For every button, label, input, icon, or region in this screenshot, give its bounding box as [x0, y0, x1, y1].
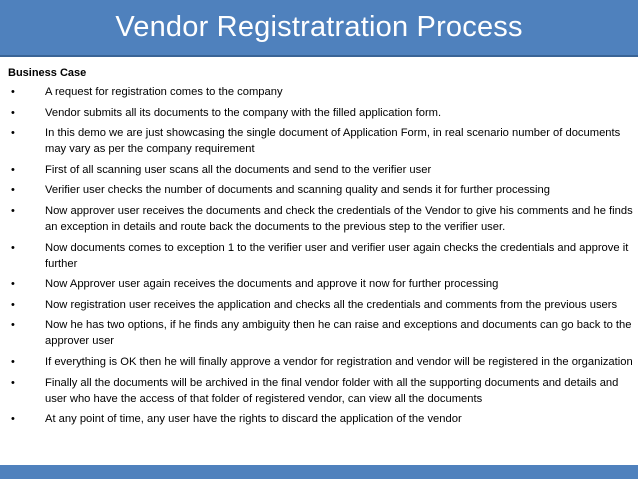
- list-item: [8, 84, 633, 100]
- bullet-icon: •: [11, 163, 15, 176]
- list-item-text: Now he has two options, if he finds any ambiguity then he can raise and exceptions and documents can go back to the approver user: [45, 319, 632, 348]
- list-item-text: At any point of time, any user have the rights to discard the application of the vendor: [45, 413, 462, 426]
- bottom-bar: [0, 465, 638, 479]
- list-item: [8, 375, 633, 407]
- list-item-text: In this demo we are just showcasing the single document of Application Form, in real scenario number of documents may vary as per the company requirement: [45, 127, 621, 156]
- bullet-icon: •: [11, 184, 15, 197]
- list-item: [8, 125, 633, 157]
- slide-title: Vendor Registratration Process: [115, 11, 523, 43]
- bullet-list: [8, 84, 633, 427]
- list-item: [8, 276, 633, 292]
- bullet-icon: •: [11, 355, 15, 368]
- list-item-text: Now registration user receives the application and checks all the credentials and comments from the previous users: [45, 298, 618, 311]
- list-item: [8, 297, 633, 313]
- bullet-icon: •: [11, 298, 15, 311]
- list-item: [8, 354, 633, 370]
- list-item: [8, 182, 633, 198]
- list-item-text: Finally all the documents will be archived in the final vendor folder with all the supporting documents and details and user who have the access of that folder of registered vendor, can view all the documents: [45, 376, 619, 405]
- bullet-icon: •: [11, 376, 15, 389]
- list-item-text: Vendor submits all its documents to the company with the filled application form.: [45, 106, 442, 119]
- bullet-icon: •: [11, 86, 15, 98]
- list-item: [8, 411, 633, 427]
- list-item-text: A request for registration comes to the company: [45, 86, 283, 98]
- bullet-icon: •: [11, 106, 15, 119]
- list-item-text: Now documents comes to exception 1 to the verifier user and verifier user again checks the credentials and approve it further: [45, 241, 629, 270]
- list-item: [8, 317, 633, 349]
- slide-content: [8, 66, 633, 432]
- list-item-text: Now Approver user again receives the documents and approve it now for further processing: [45, 278, 499, 291]
- list-item-text: If everything is OK then he will finally approve a vendor for registration and vendor will be registered in the organization: [45, 355, 633, 368]
- list-item: [8, 240, 633, 272]
- bullet-icon: •: [11, 127, 15, 140]
- bullet-icon: •: [11, 241, 15, 254]
- section-heading: Business Case: [8, 67, 87, 79]
- list-item-text: Verifier user checks the number of documents and scanning quality and sends it for further processing: [45, 184, 550, 197]
- list-item: [8, 105, 633, 121]
- bullet-icon: •: [11, 278, 15, 291]
- list-item: [8, 162, 633, 178]
- list-item-text: Now approver user receives the documents and check the credentials of the Vendor to give his comments and he finds an exception in details and route back the documents to the previous step to the verifier user.: [45, 204, 633, 233]
- title-bar: [0, 0, 638, 57]
- bullet-icon: •: [11, 319, 15, 332]
- bullet-icon: •: [11, 204, 15, 217]
- list-item: [8, 203, 633, 235]
- bullet-icon: •: [11, 413, 15, 426]
- list-item-text: First of all scanning user scans all the documents and send to the verifier user: [45, 163, 432, 176]
